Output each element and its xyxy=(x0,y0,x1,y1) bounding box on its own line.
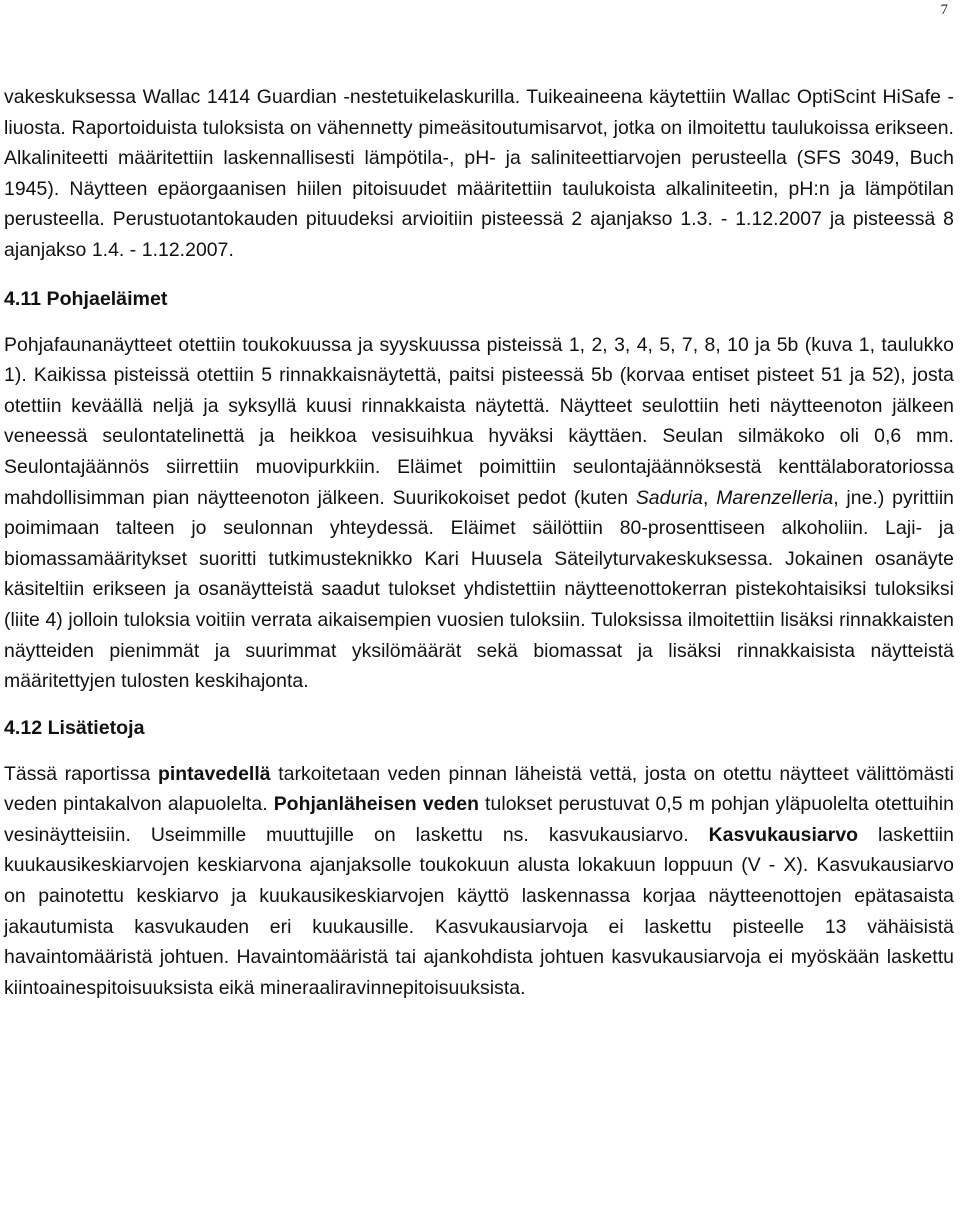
document-body xyxy=(4,82,954,1003)
section-heading-4-11: 4.11 Pohjaeläimet xyxy=(4,287,168,310)
text-run: vakeskuksessa Wallac 1414 Guardian -nestetuikelaskurilla. Tuikeaineena käytettiin Wallac OptiScint HiSafe -liuosta. Raportoiduista tuloksista on vähennetty pimeäsitoutumisarvot, jotka on ilmoitettu taulukoissa erikseen. Alkaliniteetti määritettiin laskennallisesti lämpötila-, pH- ja saliniteettiarvojen perusteella (SFS 3049, Buch 1945). Näytteen epäorgaanisen hiilen pitoisuudet määritettiin taulukoista alkaliniteetin, pH:n ja lämpötilan perusteella. Perustuotantokauden pituudeksi arvioitiin pisteessä 2 ajanjakso 1.3. - 1.12.2007 ja pisteessä 8 ajanjakso 1.4. - 1.12.2007. xyxy=(4,86,954,261)
paragraph-intro xyxy=(4,82,954,266)
text-run: , jne.) pyrittiin poimimaan talteen jo seulonnan yhteydessä. Eläimet säilöttiin 80-prosenttiseen alkoholiin. Laji- ja biomassamääritykset suoritti tutkimusteknikko Kari Huusela Säteilyturvakeskuksessa. Jokainen osanäyte käsiteltiin erikseen ja osanäytteistä saadut tulokset yhdistettiin näytteenottokerran pistekohtaisiksi tuloksiksi (liite 4) jolloin tuloksia voitiin verrata aikaisempien vuosien tuloksiin. Tuloksissa ilmoitettiin lisäksi rinnakkaisten näytteiden pienimmät ja suurimmat yksilömäärät sekä biomassat ja lisäksi rinnakkaisista näytteistä määritettyjen tulosten keskihajonta. xyxy=(4,486,955,693)
text-run-bold: pintavedellä xyxy=(157,762,271,785)
text-run-italic: Saduria xyxy=(635,486,704,509)
page-number: 7 xyxy=(940,2,948,18)
text-run-bold: Pohjanläheisen veden xyxy=(273,793,479,816)
text-run: , xyxy=(703,486,717,509)
section-heading-4-12: 4.12 Lisätietoja xyxy=(4,716,145,739)
text-run: tulokset perustuvat 0,5 m pohjan yläpuolelta otettuihin vesinäytteisiin. Useimmille muuttujille on laskettu ns. kasvukausiarvo. xyxy=(4,793,954,846)
text-run-bold: Kasvukausiarvo xyxy=(708,823,859,846)
text-run: tarkoitetaan veden pinnan läheistä vettä, josta on otettu näytteet välittömästi veden pintakalvon alapuolelta. xyxy=(4,762,954,816)
text-run: laskettiin kuukausikeskiarvojen keskiarvona ajanjaksolle toukokuun alusta lokakuun loppuun (V - X). Kasvukausiarvo on painotettu keskiarvo ja kuukausikeskiarvojen käyttö laskennassa korjaa näytteenottojen epätasaista jakautumista kasvukauden eri kuukausille. Kasvukausiarvoja ei laskettu pisteelle 13 vähäisistä havaintomääristä johtuen. Havaintomääristä tai ajankohdista johtuen kasvukausiarvoja ei myöskään laskettu kiintoainespitoisuuksista eikä mineraaliravinnepitoisuuksista. xyxy=(4,823,955,999)
paragraph-benthic-fauna xyxy=(4,330,954,697)
text-run-italic: Marenzelleria xyxy=(716,486,834,509)
paragraph-additional-info xyxy=(4,759,954,1004)
text-run: Pohjafaunanäytteet otettiin toukokuussa ja syyskuussa pisteissä 1, 2, 3, 4, 5, 7, 8, 10 ja 5b (kuva 1, taulukko 1). Kaikissa pisteissä otettiin 5 rinnakkaisnäytettä, paitsi pisteessä 5b (korvaa entiset pisteet 51 ja 52), josta otettiin keväällä neljä ja syksyllä kuusi rinnakkaista näytettä. Näytteet seulottiin heti näytteenoton jälkeen veneessä seulontatelinettä ja heikkoa vesisuihkua hyväksi käyttäen. Seulan silmäkoko oli 0,6 mm. Seulontajäännös siirrettiin muovipurkkiin. Eläimet poimittiin seulontajäännöksestä kenttälaboratoriossa mahdollisimman pian näytteenoton jälkeen. Suurikokoiset pedot (kuten xyxy=(4,333,954,509)
text-run: Tässä raportissa xyxy=(4,762,158,785)
